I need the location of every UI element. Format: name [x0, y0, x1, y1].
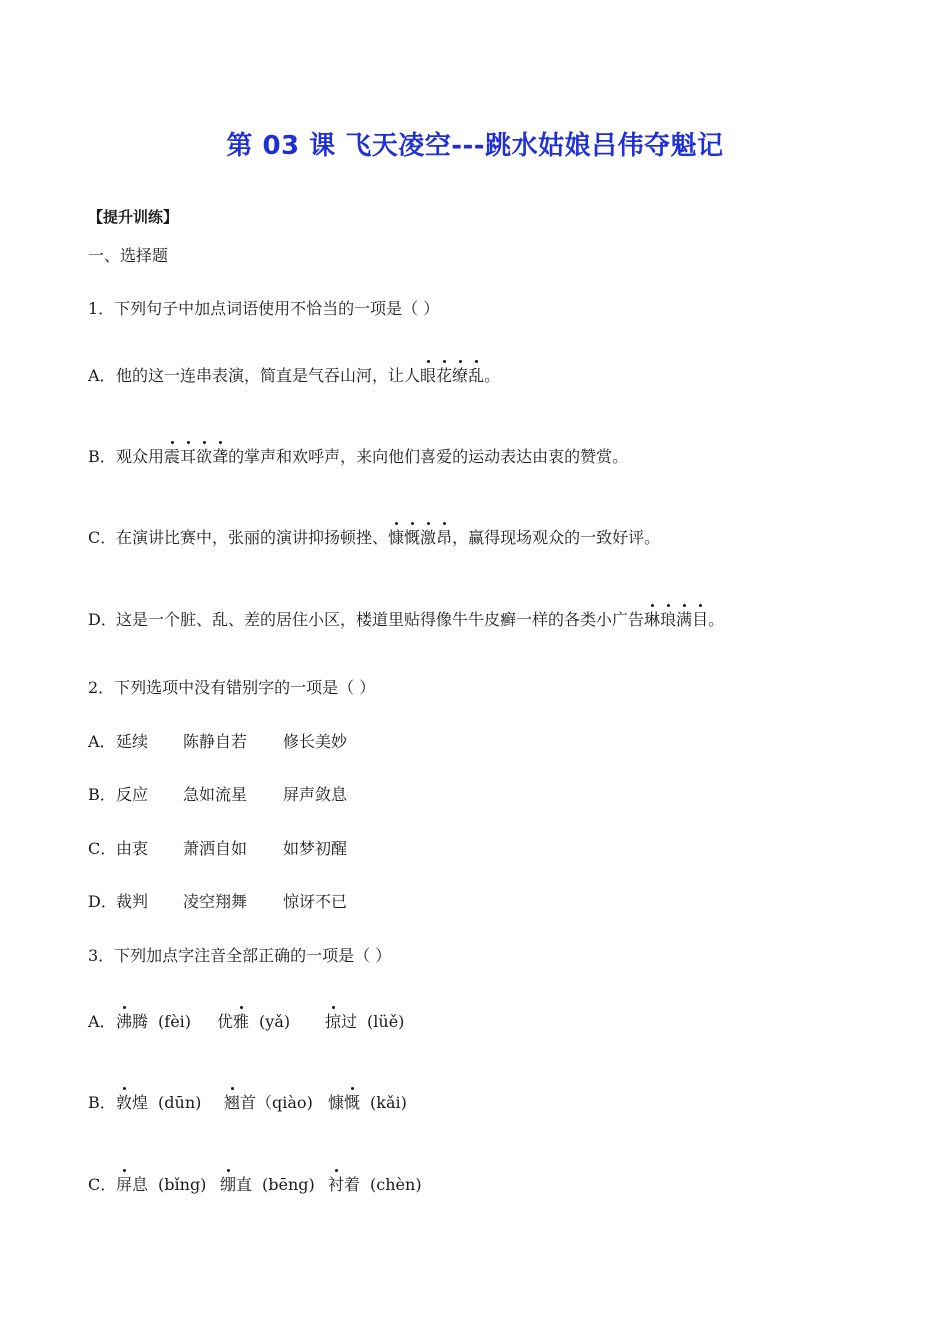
- word: 延续: [116, 732, 149, 751]
- question-3-option-b: [88, 1092, 407, 1114]
- question-3-stem: 3．下列加点字注音全部正确的一项是（ ）: [88, 946, 392, 965]
- pinyin: (kǎi): [370, 1093, 407, 1112]
- word: 煌: [132, 1093, 149, 1112]
- dotted-char: 乱: [468, 366, 485, 385]
- dotted-char: 眼: [420, 366, 437, 385]
- word: 急如流星: [183, 785, 248, 804]
- pinyin: (yǎ): [259, 1012, 291, 1031]
- option-text: ，赢得现场观众的一致好评。: [452, 528, 661, 547]
- option-label: B．: [88, 1093, 116, 1112]
- word: 屏声敛息: [283, 785, 348, 804]
- dotted-char: 震: [164, 447, 181, 466]
- dotted-char: 沸: [116, 1012, 133, 1031]
- question-3-option-c: [88, 1174, 422, 1196]
- option-label: A．: [88, 1012, 116, 1031]
- dotted-char: 屏: [116, 1175, 133, 1194]
- question-2-option-a: [88, 731, 348, 753]
- pinyin: (fèi): [158, 1012, 192, 1031]
- word: 息: [132, 1175, 149, 1194]
- word: 反应: [116, 785, 149, 804]
- dotted-char: 琅: [660, 610, 677, 629]
- option-label: D．: [88, 892, 117, 911]
- section-heading: 【提升训练】: [88, 208, 179, 226]
- option-label: C．: [88, 839, 117, 858]
- dotted-char: 目: [692, 610, 709, 629]
- option-label: C．: [88, 528, 117, 547]
- question-1-option-b: [88, 446, 628, 468]
- dotted-char: 满: [676, 610, 693, 629]
- option-text: 他的这一连串表演，简直是气吞山河，让人: [116, 366, 421, 385]
- dotted-char: 翘: [224, 1093, 241, 1112]
- question-1-option-c: [88, 527, 660, 549]
- dotted-char: 敦: [116, 1093, 133, 1112]
- word: 由衷: [116, 839, 149, 858]
- option-text: 这是一个脏、乱、差的居住小区，楼道里贴得像牛牛皮癣一样的各类小广告: [116, 610, 645, 629]
- dotted-char: 慷: [388, 528, 405, 547]
- dotted-char: 掠: [325, 1012, 342, 1031]
- option-label: B．: [88, 447, 116, 466]
- option-text: 的掌声和欢呼声，来向他们喜爱的运动表达由衷的赞赏。: [228, 447, 629, 466]
- pinyin: (bǐng): [158, 1175, 207, 1194]
- dotted-char: 缭: [452, 366, 469, 385]
- part-heading: 一、选择题: [88, 246, 169, 265]
- dotted-char: 琳: [644, 610, 661, 629]
- word: 首: [240, 1093, 257, 1112]
- dotted-char: 耳: [180, 447, 197, 466]
- word: 直: [236, 1175, 253, 1194]
- dotted-char: 花: [436, 366, 453, 385]
- word: 如梦初醒: [283, 839, 348, 858]
- word: 优: [217, 1012, 234, 1031]
- dotted-char: 聋: [212, 447, 229, 466]
- dotted-char: 昂: [436, 528, 453, 547]
- word: 过: [341, 1012, 358, 1031]
- word: 凌空翔舞: [183, 892, 248, 911]
- pinyin: (bēng): [262, 1175, 315, 1194]
- dotted-char: 慨: [344, 1093, 361, 1112]
- word: 裁判: [116, 892, 149, 911]
- dotted-char: 衬: [328, 1175, 345, 1194]
- question-1-option-a: [88, 365, 500, 387]
- question-2-option-d: [88, 891, 348, 913]
- option-label: A．: [88, 366, 116, 385]
- pinyin: (lüě): [367, 1012, 405, 1031]
- lesson-title: 第 03 课 飞天凌空---跳水姑娘吕伟夺魁记: [226, 131, 724, 161]
- word: 着: [344, 1175, 361, 1194]
- dotted-char: 欲: [196, 447, 213, 466]
- option-label: C．: [88, 1175, 117, 1194]
- question-2-option-b: [88, 784, 348, 806]
- question-1-stem: 1．下列句子中加点词语使用不恰当的一项是（ ）: [88, 299, 440, 318]
- word: 慷: [328, 1093, 345, 1112]
- word: 修长美妙: [283, 732, 348, 751]
- word: 萧洒自如: [183, 839, 248, 858]
- option-label: D．: [88, 610, 117, 629]
- pinyin: (chèn): [370, 1175, 422, 1194]
- option-text: 。: [484, 366, 501, 385]
- dotted-char: 慨: [404, 528, 421, 547]
- option-text: 在演讲比赛中，张丽的演讲抑扬顿挫、: [116, 528, 389, 547]
- dotted-char: 雅: [233, 1012, 250, 1031]
- dotted-char: 激: [420, 528, 437, 547]
- option-label: B．: [88, 785, 116, 804]
- word: 惊讶不已: [283, 892, 348, 911]
- pinyin: （qiào): [256, 1093, 313, 1112]
- word: 腾: [132, 1012, 149, 1031]
- question-3-option-a: [88, 1011, 405, 1033]
- option-label: A．: [88, 732, 116, 751]
- dotted-char: 绷: [220, 1175, 237, 1194]
- option-text: 观众用: [116, 447, 165, 466]
- question-2-option-c: [88, 838, 348, 860]
- option-text: 。: [708, 610, 725, 629]
- word: 陈静自若: [183, 732, 248, 751]
- question-1-option-d: [88, 609, 724, 631]
- question-2-stem: 2．下列选项中没有错别字的一项是（ ）: [88, 678, 376, 697]
- pinyin: (dūn): [158, 1093, 202, 1112]
